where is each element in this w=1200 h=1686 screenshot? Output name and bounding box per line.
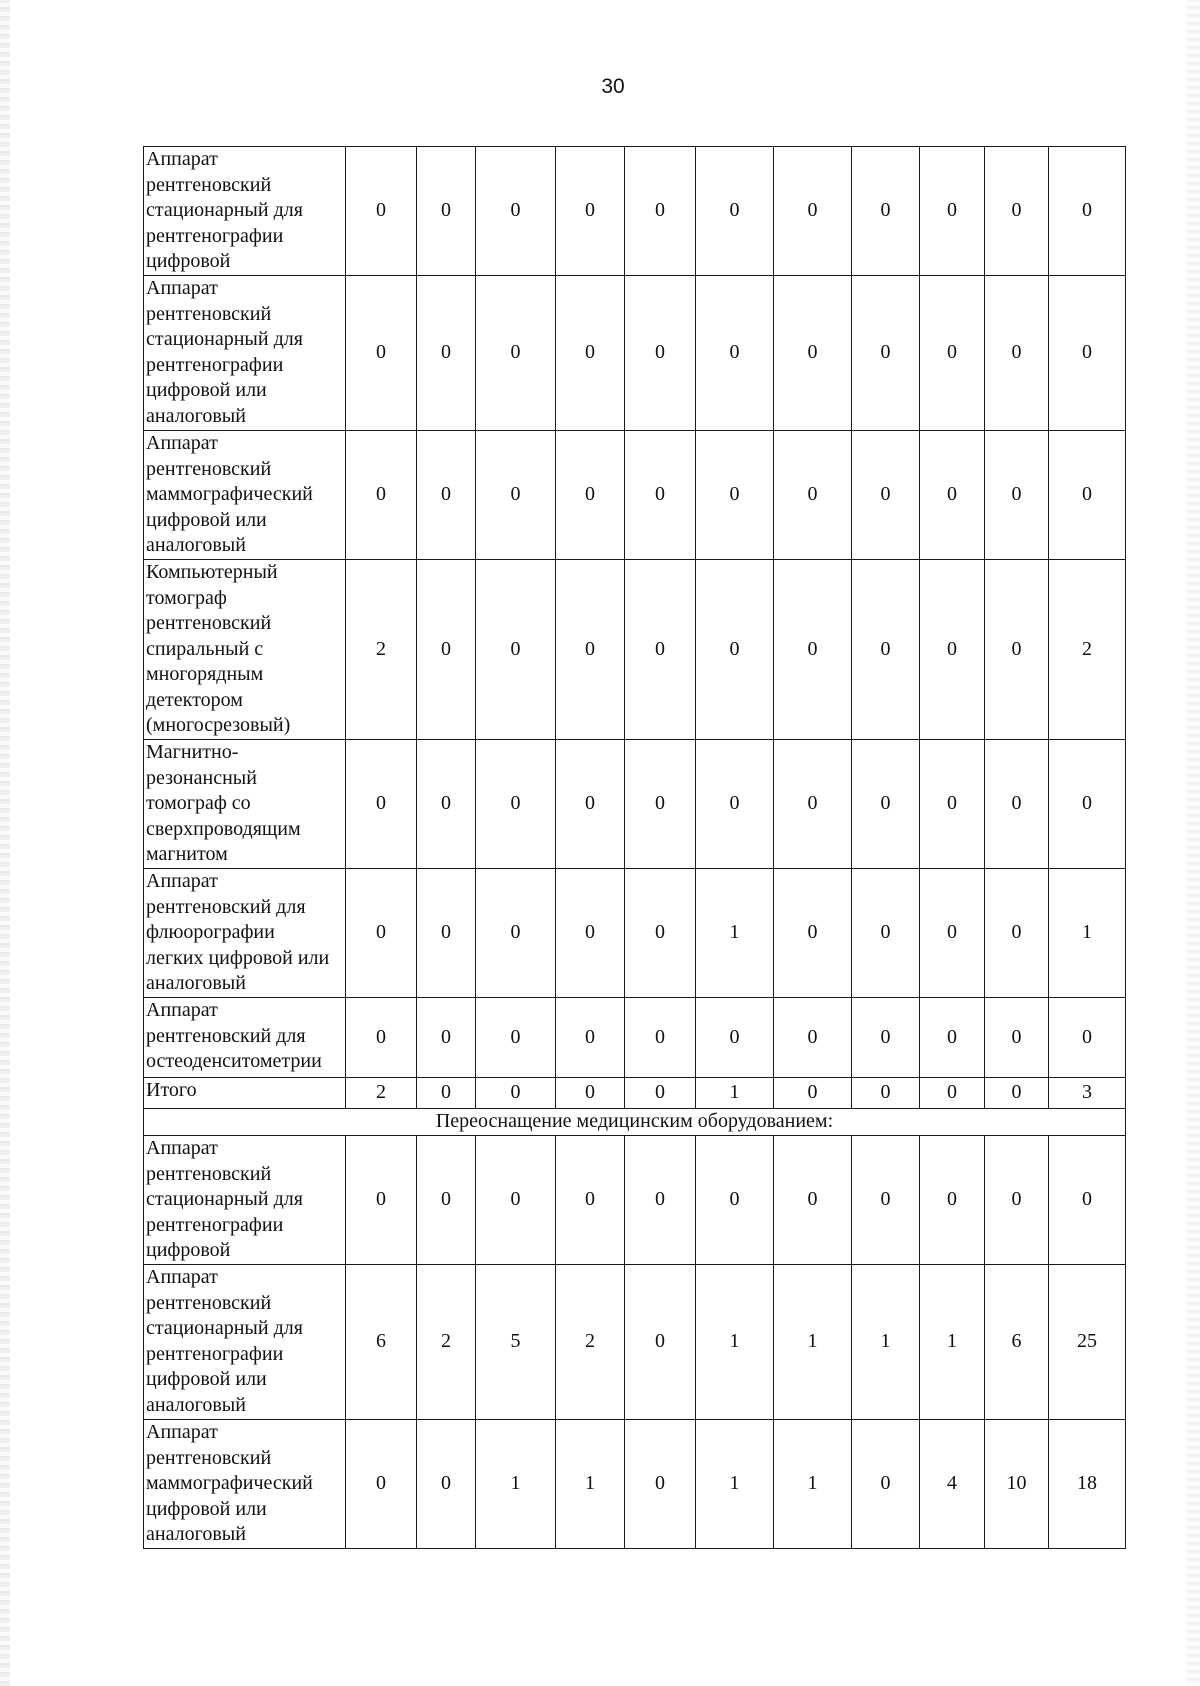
value-cell: 0 [556,740,625,869]
row-total-cell: 25 [1049,1265,1126,1420]
table-row [144,740,1126,869]
value-cell: 0 [696,1136,774,1265]
value-cell: 0 [696,431,774,560]
row-total-cell: 0 [1049,431,1126,560]
value-cell: 0 [417,740,476,869]
value-cell: 0 [476,147,556,276]
row-total-cell: 0 [1049,1136,1126,1265]
row-total-cell: 3 [1049,1078,1126,1109]
value-cell: 5 [476,1265,556,1420]
table-row [144,1136,1126,1265]
equipment-name: Аппарат рентгеновский маммографический цифровой или аналоговый [144,1420,346,1549]
value-cell: 1 [476,1420,556,1549]
value-cell: 0 [625,998,696,1078]
value-cell: 0 [346,147,417,276]
value-cell: 0 [852,1420,920,1549]
value-cell: 0 [417,276,476,431]
value-cell: 0 [920,276,985,431]
value-cell: 0 [625,276,696,431]
value-cell: 0 [346,431,417,560]
equipment-name: Аппарат рентгеновский для флюорографии легких цифровой или аналоговый [144,869,346,998]
value-cell: 0 [852,998,920,1078]
scan-edge-right [1186,0,1200,1686]
value-cell: 10 [985,1420,1049,1549]
value-cell: 0 [346,740,417,869]
value-cell: 1 [852,1265,920,1420]
value-cell: 0 [696,560,774,740]
equipment-table [143,146,1126,1549]
value-cell: 0 [556,276,625,431]
value-cell: 0 [920,740,985,869]
row-total-cell: 0 [1049,740,1126,869]
row-total-cell: 0 [1049,998,1126,1078]
value-cell: 2 [556,1265,625,1420]
value-cell: 0 [696,276,774,431]
value-cell: 0 [852,1078,920,1109]
value-cell: 0 [920,1136,985,1265]
value-cell: 0 [985,740,1049,869]
value-cell: 0 [985,276,1049,431]
table-row [144,431,1126,560]
value-cell: 0 [985,560,1049,740]
value-cell: 2 [417,1265,476,1420]
value-cell: 0 [920,560,985,740]
value-cell: 6 [346,1265,417,1420]
row-total-cell: 2 [1049,560,1126,740]
row-total-cell: 0 [1049,276,1126,431]
table-row [144,147,1126,276]
value-cell: 0 [625,560,696,740]
value-cell: 6 [985,1265,1049,1420]
value-cell: 0 [417,431,476,560]
value-cell: 0 [852,147,920,276]
value-cell: 0 [625,740,696,869]
value-cell: 1 [774,1420,852,1549]
equipment-name: Итого [144,1078,346,1109]
value-cell: 0 [476,431,556,560]
value-cell: 0 [920,869,985,998]
value-cell: 1 [696,869,774,998]
value-cell: 1 [696,1265,774,1420]
value-cell: 0 [476,276,556,431]
value-cell: 0 [346,1136,417,1265]
value-cell: 0 [476,1078,556,1109]
value-cell: 0 [417,1136,476,1265]
value-cell: 0 [774,1136,852,1265]
total-row [144,1078,1126,1109]
value-cell: 0 [556,431,625,560]
table-row [144,276,1126,431]
value-cell: 2 [346,1078,417,1109]
value-cell: 0 [774,431,852,560]
equipment-name: Компьютерный томограф рентгеновский спиральный с многорядным детектором (многосрезовый) [144,560,346,740]
value-cell: 0 [476,560,556,740]
value-cell: 1 [556,1420,625,1549]
value-cell: 0 [985,147,1049,276]
value-cell: 0 [625,869,696,998]
value-cell: 0 [625,431,696,560]
value-cell: 0 [774,276,852,431]
value-cell: 0 [774,560,852,740]
value-cell: 1 [696,1078,774,1109]
value-cell: 0 [417,1078,476,1109]
value-cell: 0 [696,740,774,869]
value-cell: 0 [417,560,476,740]
row-total-cell: 0 [1049,147,1126,276]
equipment-name: Аппарат рентгеновский стационарный для рентгенографии цифровой [144,147,346,276]
value-cell: 0 [852,560,920,740]
value-cell: 0 [556,998,625,1078]
value-cell: 0 [920,998,985,1078]
value-cell: 0 [774,147,852,276]
table-row [144,998,1126,1078]
value-cell: 0 [852,431,920,560]
value-cell: 0 [625,1420,696,1549]
value-cell: 0 [625,1265,696,1420]
value-cell: 0 [417,869,476,998]
scan-edge-left [0,0,10,1686]
value-cell: 1 [920,1265,985,1420]
value-cell: 0 [476,869,556,998]
row-total-cell: 18 [1049,1420,1126,1549]
value-cell: 0 [696,998,774,1078]
value-cell: 0 [774,740,852,869]
value-cell: 0 [556,560,625,740]
value-cell: 0 [625,1078,696,1109]
value-cell: 0 [476,1136,556,1265]
equipment-name: Аппарат рентгеновский для остеоденситометрии [144,998,346,1078]
value-cell: 0 [556,147,625,276]
value-cell: 0 [417,147,476,276]
value-cell: 0 [625,147,696,276]
table-row [144,869,1126,998]
value-cell: 0 [985,1136,1049,1265]
value-cell: 2 [346,560,417,740]
value-cell: 0 [852,869,920,998]
equipment-name: Аппарат рентгеновский маммографический цифровой или аналоговый [144,431,346,560]
value-cell: 0 [852,276,920,431]
equipment-name: Аппарат рентгеновский стационарный для рентгенографии цифровой или аналоговый [144,1265,346,1420]
value-cell: 1 [696,1420,774,1549]
value-cell: 1 [774,1265,852,1420]
section-header-row [144,1109,1126,1136]
value-cell: 0 [774,869,852,998]
table-body [144,147,1126,1549]
page-number: 30 [601,75,625,98]
value-cell: 0 [417,1420,476,1549]
value-cell: 0 [852,740,920,869]
value-cell: 0 [696,147,774,276]
value-cell: 0 [556,869,625,998]
equipment-name: Аппарат рентгеновский стационарный для рентгенографии цифровой [144,1136,346,1265]
value-cell: 0 [476,740,556,869]
value-cell: 0 [985,869,1049,998]
value-cell: 0 [625,1136,696,1265]
value-cell: 0 [920,147,985,276]
equipment-name: Магнитно- резонансный томограф со сверхпроводящим магнитом [144,740,346,869]
table-row [144,560,1126,740]
value-cell: 0 [346,1420,417,1549]
value-cell: 0 [346,998,417,1078]
table-row [144,1265,1126,1420]
value-cell: 0 [346,869,417,998]
row-total-cell: 1 [1049,869,1126,998]
value-cell: 0 [920,1078,985,1109]
value-cell: 0 [985,1078,1049,1109]
value-cell: 0 [417,998,476,1078]
value-cell: 0 [556,1136,625,1265]
value-cell: 0 [985,998,1049,1078]
value-cell: 0 [920,431,985,560]
section-title: Переоснащение медицинским оборудованием: [144,1109,1126,1136]
value-cell: 0 [774,998,852,1078]
equipment-name: Аппарат рентгеновский стационарный для рентгенографии цифровой или аналоговый [144,276,346,431]
value-cell: 0 [852,1136,920,1265]
value-cell: 0 [556,1078,625,1109]
value-cell: 0 [346,276,417,431]
table-row [144,1420,1126,1549]
value-cell: 0 [985,431,1049,560]
value-cell: 0 [774,1078,852,1109]
value-cell: 0 [476,998,556,1078]
value-cell: 4 [920,1420,985,1549]
